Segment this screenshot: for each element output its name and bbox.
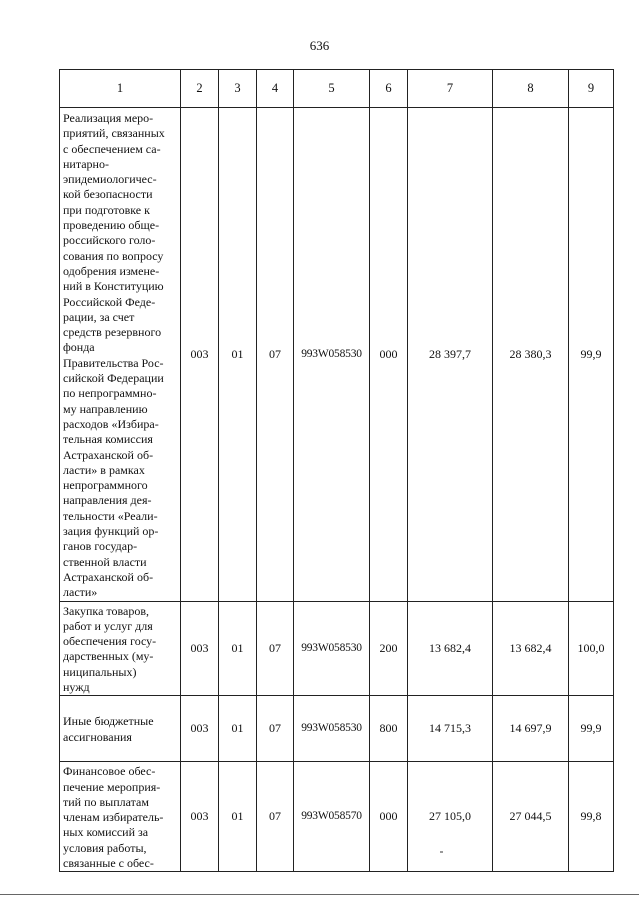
header-col-7: 7	[408, 70, 493, 108]
cell-col-2: 003	[181, 108, 219, 602]
cell-col-5: 993W058570	[294, 762, 370, 872]
header-col-4: 4	[257, 70, 294, 108]
header-row	[60, 70, 614, 108]
header-col-8: 8	[493, 70, 569, 108]
cell-col-5: 993W058530	[294, 108, 370, 602]
header-col-9: 9	[569, 70, 614, 108]
cell-col-6: 000	[370, 762, 408, 872]
row-description: Реализация меро- приятий, связанных с обеспечением са- нитарно- эпидемиологичес- кой безопасности при подготовке к проведению обще- российского голо- сования по вопросу одобрения измене- ний в Конституцию Российской Феде- рации, за счет средств резервного фонда Правительства Рос- сийской Федерации по непрограммно- му направлению расходов «Избира- тельная комиссия Астраханской об- ласти» в рамках непрограммного направления дея- тельности «Реали- зация функций ор- ганов государ- ственной власти Астраханской об- ласти»	[60, 108, 181, 602]
table-row	[60, 108, 614, 602]
header-col-5: 5	[294, 70, 370, 108]
header-col-6: 6	[370, 70, 408, 108]
header-col-1: 1	[60, 70, 181, 108]
cell-col-4: 07	[257, 601, 294, 696]
cell-col-6: 800	[370, 696, 408, 762]
cell-col-4: 07	[257, 108, 294, 602]
cell-col-7: 13 682,4	[408, 601, 493, 696]
row-description: Закупка товаров, работ и услуг для обеспечения госу- дарственных (му- ниципальных) нужд	[60, 601, 181, 696]
table-row	[60, 762, 614, 872]
table-row	[60, 601, 614, 696]
cell-col-3: 01	[219, 762, 257, 872]
page-number: 636	[309, 38, 330, 53]
cell-col-3: 01	[219, 696, 257, 762]
cell-col-9: 99,9	[569, 108, 614, 602]
cell-col-6: 200	[370, 601, 408, 696]
row-description: Иные бюджетные ассигнования	[60, 696, 181, 762]
cell-col-9: 99,8	[569, 762, 614, 872]
page-bottom-rule	[0, 894, 639, 895]
cell-col-7: 14 715,3	[408, 696, 493, 762]
table-row	[60, 696, 614, 762]
cell-col-2: 003	[181, 762, 219, 872]
cell-col-7: 27 105,0	[408, 762, 493, 872]
cell-col-6: 000	[370, 108, 408, 602]
cell-col-8: 28 380,3	[493, 108, 569, 602]
cell-col-9: 100,0	[569, 601, 614, 696]
cell-col-4: 07	[257, 696, 294, 762]
cell-col-9: 99,9	[569, 696, 614, 762]
scan-speck	[440, 851, 443, 853]
cell-col-3: 01	[219, 108, 257, 602]
cell-col-3: 01	[219, 601, 257, 696]
cell-col-4: 07	[257, 762, 294, 872]
cell-col-5: 993W058530	[294, 696, 370, 762]
cell-col-8: 14 697,9	[493, 696, 569, 762]
cell-col-2: 003	[181, 601, 219, 696]
cell-col-8: 27 044,5	[493, 762, 569, 872]
header-col-3: 3	[219, 70, 257, 108]
cell-col-7: 28 397,7	[408, 108, 493, 602]
row-description: Финансовое обес- печение мероприя- тий по выплатам членам избиратель- ных комиссий за условия работы, связанные с обес-	[60, 762, 181, 872]
header-col-2: 2	[181, 70, 219, 108]
cell-col-5: 993W058530	[294, 601, 370, 696]
cell-col-2: 003	[181, 696, 219, 762]
budget-table	[59, 69, 614, 872]
cell-col-8: 13 682,4	[493, 601, 569, 696]
